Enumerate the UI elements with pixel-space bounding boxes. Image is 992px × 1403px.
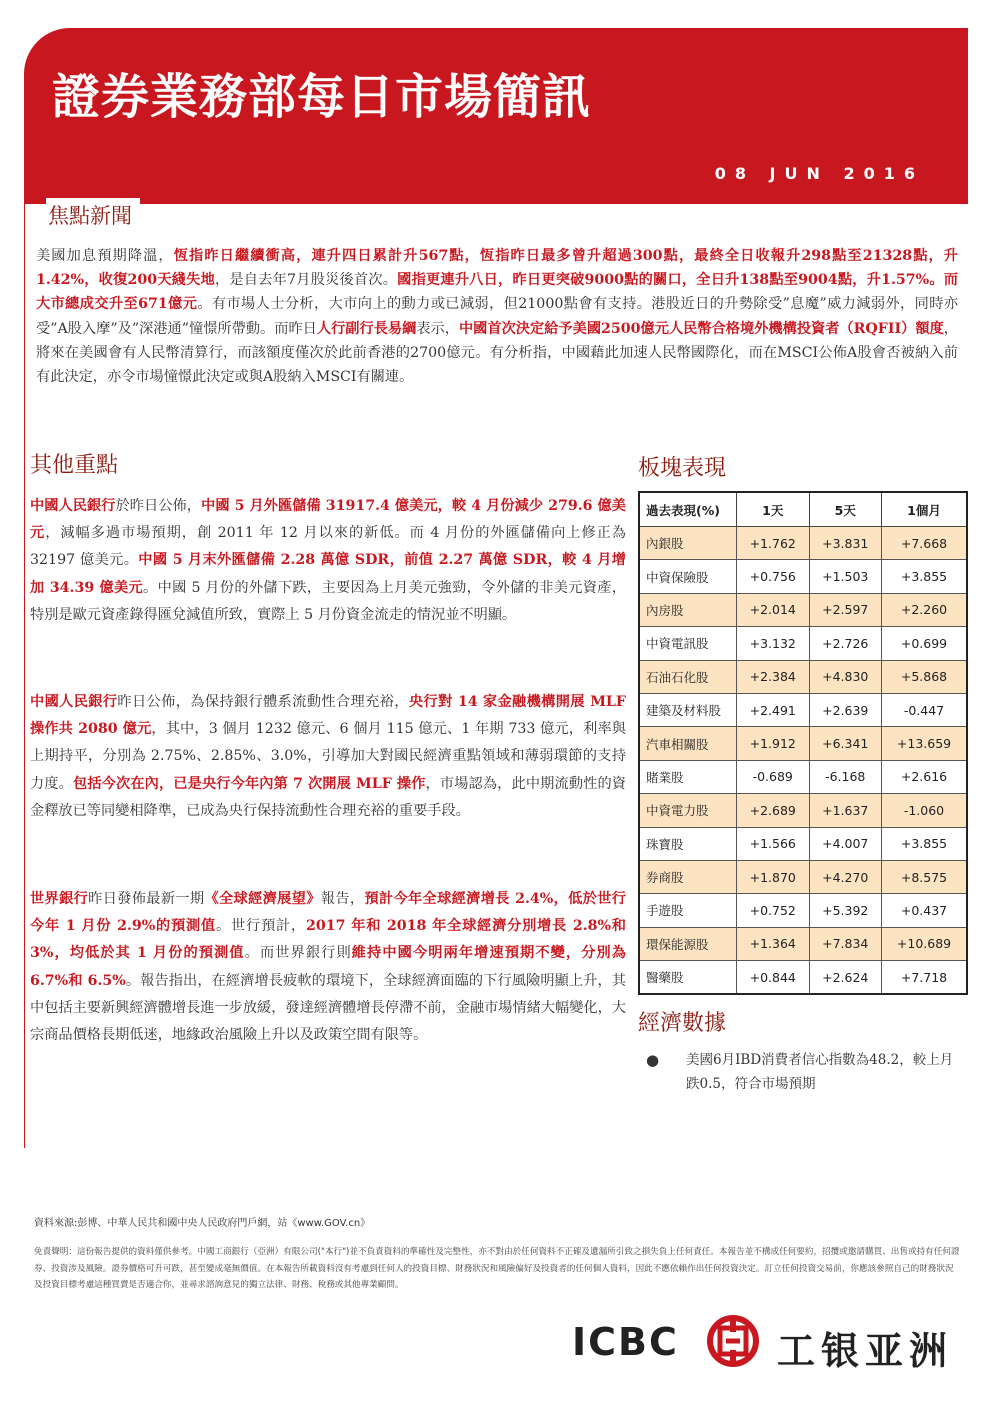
icbc-logo — [572, 1310, 960, 1376]
body-text: 昨日公佈，為保持銀行體系流動性合理充裕， — [117, 694, 409, 710]
logo-wordmark-en: ICBC — [572, 1320, 679, 1364]
body-text: 。中國 5 月份的外儲下跌，主要因為上月美元強勁，令外儲的非美元資產，特別是歐元資產錄得匯兌減值所致，實際上 5 月份資金流走的情況並不明顯。 — [30, 579, 626, 623]
highlighted-text: 預計今年全球經濟增長 2.4%，低於世行今年 1 月份 2.9%的預測值 — [30, 891, 626, 935]
performance-value-cell: -1.060 — [882, 794, 968, 827]
col-header-1d: 1天 — [737, 492, 810, 527]
performance-value-cell: +1.912 — [737, 727, 810, 760]
table-row — [639, 794, 967, 827]
disclaimer: 免責聲明：這份報告提供的資料僅供參考。中國工商銀行（亞洲）有限公司("本行")並不負責資料的準確性及完整性，亦不對由於任何資料不正確及遺漏所引致之損失負上任何責任。本報告並不構成任何要約，招攬或邀請購買、出售或持有任何證券、投資涉及風險。證券價格可升可跌，甚至變成毫無價值。在本報告所載資料沒有考慮到任何人的投資目標、財務狀況和風險偏好及投資者的任何個人資料，因此不應依賴作出任何投資決定。訂立任何投資交易前，你應該參照自己的財務狀況及投資目標考慮這種買賣是否適合你，並尋求諮詢意見的獨立法律、財務、稅務或其他專業顧問。 — [34, 1247, 960, 1290]
performance-value-cell: +5.868 — [882, 660, 968, 693]
sector-name-cell: 珠寶股 — [639, 827, 737, 860]
table-row — [639, 727, 967, 760]
sector-name-cell: 中資電訊股 — [639, 627, 737, 660]
highlighted-text: 《全球經濟展望》 — [204, 891, 321, 907]
economic-data-text: 美國6月IBD消費者信心指數為48.2，較上月跌0.5，符合市場預期 — [686, 1052, 954, 1092]
performance-value-cell: +3.855 — [882, 827, 968, 860]
economic-data-heading: 經濟數據 — [638, 1011, 727, 1036]
highlight-paragraph-pboc-mlf — [30, 689, 626, 825]
performance-value-cell: +1.364 — [737, 927, 810, 960]
source-note: 資料來源:彭博、中華人民共和國中央人民政府門戶網，站《www.GOV.cn》 — [34, 1218, 371, 1229]
performance-value-cell: +3.831 — [809, 527, 882, 560]
highlighted-text: 中國 5 月末外匯儲備 2.28 萬億 SDR，前值 2.27 萬億 SDR，較 4 月增加 34.39 億美元 — [30, 552, 626, 596]
table-row — [639, 827, 967, 860]
table-row — [639, 627, 967, 660]
performance-value-cell: +3.132 — [737, 627, 810, 660]
col-header-1m: 1個月 — [882, 492, 968, 527]
body-text: 。世行預計， — [216, 918, 306, 935]
body-text: 報告， — [320, 891, 365, 907]
body-text: 昨日發佈最新一期 — [88, 891, 205, 907]
table-row — [639, 693, 967, 726]
table-header-row — [639, 492, 967, 527]
performance-value-cell: +2.726 — [809, 627, 882, 660]
sector-name-cell: 醫藥股 — [639, 961, 737, 995]
economic-data-item — [646, 1048, 956, 1096]
sector-name-cell: 中資保險股 — [639, 560, 737, 593]
highlight-paragraph-world-bank — [30, 886, 626, 1049]
performance-value-cell: +0.752 — [737, 894, 810, 927]
performance-value-cell: +0.756 — [737, 560, 810, 593]
performance-value-cell: +7.834 — [809, 927, 882, 960]
focus-news-heading: 焦點新聞 — [46, 198, 140, 234]
body-text: ，其中，3 個月 1232 億元、6 個月 115 億元、1 年期 733 億元，利率與上期持平，分別為 2.75%、2.85%、3.0%，引導加大對國民經濟重點領域和薄弱環節的支持力度。 — [30, 721, 626, 792]
highlighted-text: 世界銀行 — [30, 891, 89, 907]
highlighted-text: 國指更連升八日，昨日更突破9000點的關口，全日升138點至9004點，升1.57%。而大市總成交升至671億元 — [36, 272, 958, 313]
performance-value-cell: -6.168 — [809, 760, 882, 793]
highlighted-text: 人行副行長易綱 — [316, 320, 417, 337]
sector-name-cell: 內房股 — [639, 593, 737, 626]
performance-value-cell: +13.659 — [882, 727, 968, 760]
table-row — [639, 527, 967, 560]
highlighted-text: 中國首次決定給予美國2500億元人民幣合格境外機構投資者（RQFII）額度 — [458, 320, 944, 337]
col-header-period: 過去表現(%) — [639, 492, 737, 527]
highlighted-text: 中國 5 月外匯儲備 31917.4 億美元，較 4 月份減少 279.6 億美元 — [30, 498, 626, 542]
icbc-emblem-icon — [706, 1314, 760, 1368]
performance-value-cell: +1.762 — [737, 527, 810, 560]
body-text: 美國加息預期降溫， — [36, 248, 174, 264]
bullet-icon: ● — [646, 1051, 660, 1069]
table-row — [639, 660, 967, 693]
highlighted-text: 維持中國今明兩年增速預期不變，分別為 6.7%和 6.5% — [30, 945, 626, 989]
highlight-paragraph-pboc-reserves — [30, 493, 626, 629]
highlighted-text: 中國人民銀行 — [30, 694, 118, 710]
sector-name-cell: 賭業股 — [639, 760, 737, 793]
logo-wordmark-cn: 工银亚洲 — [777, 1329, 954, 1373]
highlighted-text: 恆指昨日繼續衝高，連升四日累計升567點，恆指昨日最多曾升超過300點，最終全日收報升298點至21328點，升1.42%，收復200天綫失地 — [36, 248, 958, 289]
performance-value-cell: -0.447 — [882, 693, 968, 726]
report-date: 08 JUN 2016 — [714, 164, 924, 183]
performance-value-cell: +1.637 — [809, 794, 882, 827]
performance-value-cell: +7.718 — [882, 961, 968, 995]
sector-name-cell: 券商股 — [639, 860, 737, 893]
performance-value-cell: +8.575 — [882, 860, 968, 893]
body-text: ，是自去年7月股災後首次。 — [214, 272, 398, 289]
other-highlights-heading: 其他重點 — [30, 453, 119, 478]
sector-name-cell: 內銀股 — [639, 527, 737, 560]
highlighted-text: 中國人民銀行 — [30, 498, 116, 514]
performance-value-cell: +4.007 — [809, 827, 882, 860]
performance-value-cell: +1.566 — [737, 827, 810, 860]
performance-value-cell: +4.270 — [809, 860, 882, 893]
performance-value-cell: +0.437 — [882, 894, 968, 927]
table-row — [639, 894, 967, 927]
performance-value-cell: +5.392 — [809, 894, 882, 927]
performance-value-cell: +2.260 — [882, 593, 968, 626]
table-row — [639, 760, 967, 793]
table-row — [639, 961, 967, 995]
performance-value-cell: +2.384 — [737, 660, 810, 693]
performance-value-cell: +1.503 — [809, 560, 882, 593]
highlighted-text: 包括今次在內，已是央行今年內第 7 次開展 MLF 操作 — [73, 775, 426, 792]
sector-name-cell: 環保能源股 — [639, 927, 737, 960]
header-banner — [24, 28, 968, 204]
body-text: ，減幅多過市場預期，創 2011 年 12 月以來的新低。而 4 月份的外匯儲備向上修正為 32197 億美元。 — [30, 525, 626, 569]
highlighted-text: 2017 年和 2018 年全球經濟分別增長 2.8%和 3%，均低於其 1 月份的預測值 — [30, 918, 626, 962]
performance-value-cell: +3.855 — [882, 560, 968, 593]
performance-value-cell: -0.689 — [737, 760, 810, 793]
focus-news-body — [36, 244, 958, 389]
body-text: 。報告指出，在經濟增長疲軟的環境下，全球經濟面臨的下行風險明顯上升，其中包括主要新興經濟體增長進一步放緩，發達經濟體增長停滯不前，金融市場情緒大幅變化，大宗商品價格長期低迷，地緣政治風險上升以及政策空間有限等。 — [30, 972, 626, 1044]
performance-value-cell: +4.830 — [809, 660, 882, 693]
sector-name-cell: 手遊股 — [639, 894, 737, 927]
sector-name-cell: 汽車相關股 — [639, 727, 737, 760]
sector-performance-heading: 板塊表現 — [638, 456, 727, 481]
body-text: 。有市場人士分析，大市向上的動力或已減弱，但21000點會有支持。港股近日的升勢除受”息魔”威力減弱外，同時亦受”A股入摩”及”深港通”憧憬所帶動。而昨日 — [36, 296, 958, 337]
body-text: 於昨日公佈， — [115, 498, 202, 514]
page-title: 證券業務部每日市場簡訊 — [52, 69, 592, 125]
body-text: 表示， — [416, 320, 459, 337]
performance-value-cell: +2.624 — [809, 961, 882, 995]
performance-value-cell: +1.870 — [737, 860, 810, 893]
performance-value-cell: +0.699 — [882, 627, 968, 660]
body-text: ，將來在美國會有人民幣清算行，而該額度僅次於此前香港的2700億元。有分析指，中國藉此加速人民幣國際化，而在MSCI公佈A股會否被納入前有此決定，亦令市場憧憬此決定或與A股納入MSCI有關連。 — [36, 320, 958, 386]
table-row — [639, 593, 967, 626]
performance-value-cell: +7.668 — [882, 527, 968, 560]
performance-value-cell: +2.616 — [882, 760, 968, 793]
highlighted-text: 央行對 14 家金融機構開展 MLF 操作共 2080 億元 — [30, 694, 626, 738]
performance-value-cell: +10.689 — [882, 927, 968, 960]
performance-value-cell: +2.597 — [809, 593, 882, 626]
table-row — [639, 860, 967, 893]
table-row — [639, 560, 967, 593]
performance-value-cell: +0.844 — [737, 961, 810, 995]
sector-name-cell: 中資電力股 — [639, 794, 737, 827]
sector-name-cell: 石油石化股 — [639, 660, 737, 693]
col-header-5d: 5天 — [809, 492, 882, 527]
sector-performance-table — [638, 491, 968, 995]
performance-value-cell: +2.639 — [809, 693, 882, 726]
body-text: ，市場認為，此中期流動性的資金釋放已等同變相降準，已成為央行保持流動性合理充裕的重要手段。 — [30, 775, 626, 819]
left-divider — [24, 204, 25, 1148]
body-text: 。而世界銀行則 — [244, 945, 352, 962]
performance-value-cell: +2.014 — [737, 593, 810, 626]
performance-value-cell: +2.689 — [737, 794, 810, 827]
performance-value-cell: +2.491 — [737, 693, 810, 726]
sector-name-cell: 建築及材料股 — [639, 693, 737, 726]
table-row — [639, 927, 967, 960]
performance-value-cell: +6.341 — [809, 727, 882, 760]
